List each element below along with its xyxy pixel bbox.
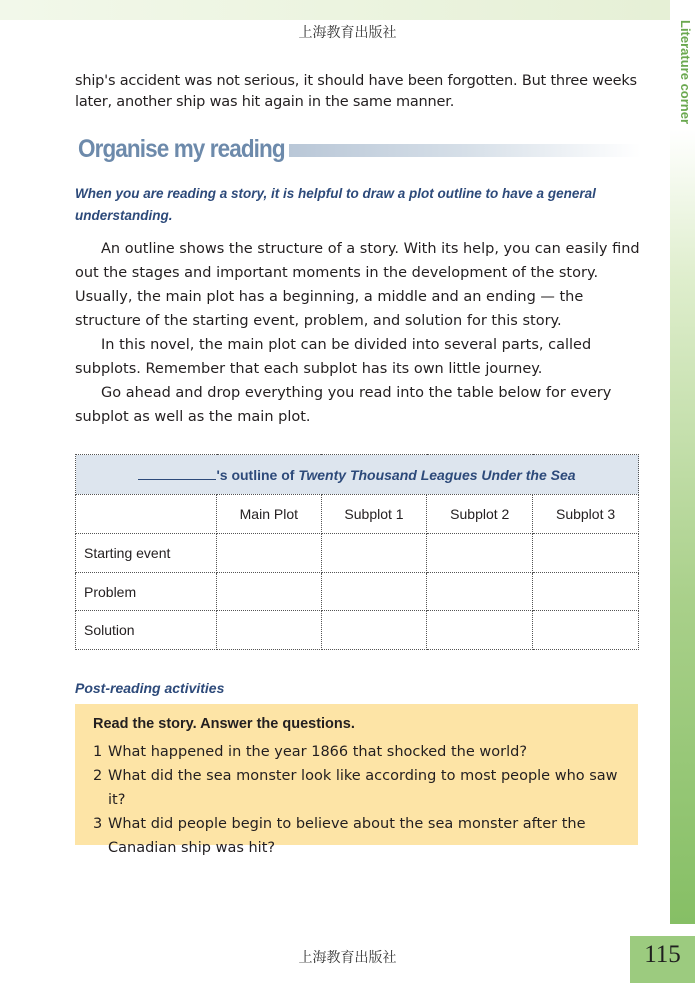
question-list [93,740,623,860]
activity-instruction: Read the story. Answer the questions. [93,716,355,732]
table-cell[interactable] [217,534,322,573]
intro-paragraph: ship's accident was not serious, it should have been forgotten. But three weeks later, another ship was hit again in the same manner. [75,73,637,110]
table-cell[interactable] [321,534,427,573]
table-cell[interactable] [533,611,639,650]
table-row-solution [76,611,639,650]
question-text: What did the sea monster look like according to most people who saw it? [108,768,618,808]
table-cell[interactable] [321,611,427,650]
body-paragraph-3: Go ahead and drop everything you read into the table below for every subplot as well as the main plot. [75,385,612,425]
table-row-problem [76,572,639,611]
table-cell[interactable] [321,572,427,611]
header-subplot-2: Subplot 2 [427,494,533,534]
list-item [93,764,623,812]
table-cell[interactable] [217,572,322,611]
caption-prefix: 's outline of [216,467,299,484]
publisher-header: 上海教育出版社 [298,25,397,41]
caption-book-title: Twenty Thousand Leagues Under the Sea [298,467,576,484]
table-caption [76,455,639,495]
table-cell[interactable] [427,572,533,611]
plot-outline-table [75,454,639,650]
section-heading-bar [289,144,641,157]
question-text: What did people begin to believe about the sea monster after the Canadian ship was hit? [108,816,586,856]
header-subplot-1: Subplot 1 [321,494,427,534]
section-heading: Organise my reading [78,135,285,163]
table-row-starting-event [76,534,639,573]
top-decorative-band [0,0,670,20]
list-item [93,740,623,764]
question-number: 1 [93,744,103,760]
page-number: 115 [644,941,681,968]
question-number: 3 [93,816,103,832]
table-header-row [76,494,639,534]
table-cell[interactable] [427,534,533,573]
row-label: Starting event [76,534,217,573]
question-number: 2 [93,768,103,784]
row-label: Problem [76,572,217,611]
header-empty [76,494,217,534]
question-text: What happened in the year 1866 that shocked the world? [108,744,528,760]
publisher-footer: 上海教育出版社 [298,950,397,966]
header-subplot-3: Subplot 3 [533,494,639,534]
row-label: Solution [76,611,217,650]
body-paragraph-2: In this novel, the main plot can be divided into several parts, called subplots. Remember that each subplot has its own little journey. [75,337,592,377]
table-caption-row [76,455,639,495]
side-section-title: Literature corner [678,20,693,125]
header-main-plot: Main Plot [217,494,322,534]
table-cell[interactable] [533,534,639,573]
table-cell[interactable] [533,572,639,611]
body-text [75,237,645,429]
table-cell[interactable] [427,611,533,650]
table-cell[interactable] [217,611,322,650]
post-reading-title: Post-reading activities [75,680,225,696]
body-paragraph-1: An outline shows the structure of a story. With its help, you can easily find out the stages and important moments in the development of the story. Usually, the main plot has a beginning, a middle and an ending — the structure of the starting event, problem, and solution for this story. [75,241,640,329]
list-item [93,812,623,860]
name-blank[interactable] [138,465,216,480]
reading-tip: When you are reading a story, it is helpful to draw a plot outline to have a general understanding. [75,186,596,223]
